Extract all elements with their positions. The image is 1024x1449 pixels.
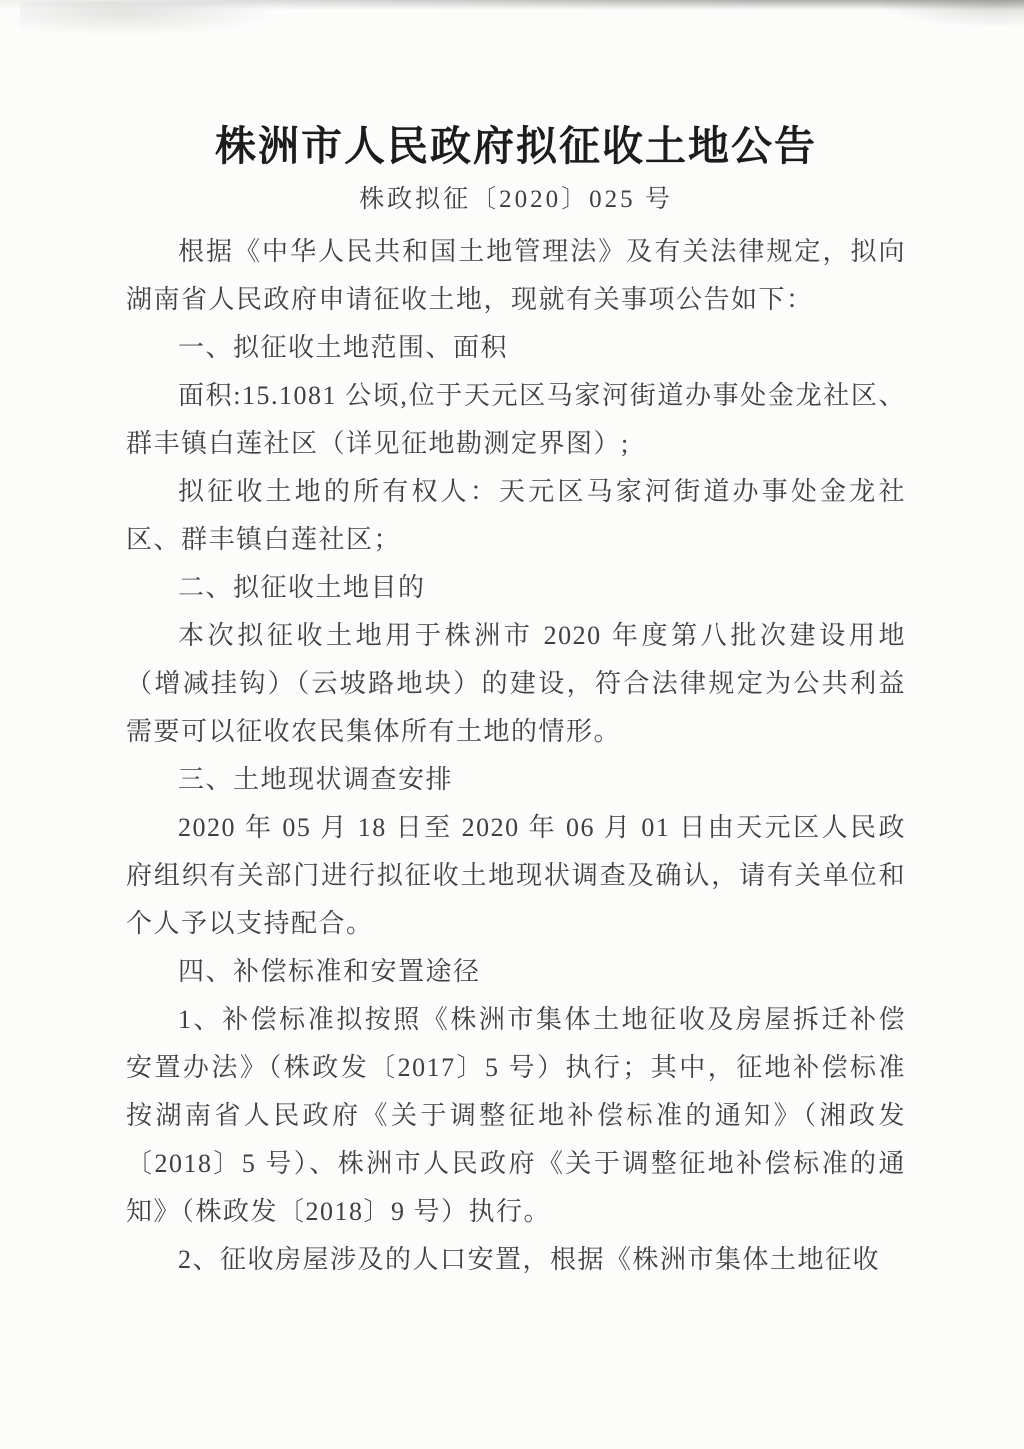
document-content — [126, 0, 906, 1284]
paragraph-7: 三、土地现状调查安排 — [178, 765, 454, 794]
paragraph-1: 根据《中华人民共和国土地管理法》及有关法律规定，拟向湖南省人民政府申请征收土地，现就有关事项公告如下： — [126, 237, 906, 314]
paragraph-6: 本次拟征收土地用于株洲市 2020 年度第八批次建设用地（增减挂钩）（云坡路地块）的建设，符合法律规定为公共利益需要可以征收农民集体所有土地的情形。 — [126, 621, 906, 746]
paragraph-9: 四、补偿标准和安置途径 — [178, 957, 481, 986]
paragraph-10: 1、补偿标准拟按照《株洲市集体土地征收及房屋拆迁补偿安置办法》（株政发〔2017〕5 号）执行；其中，征地补偿标准按湖南省人民政府《关于调整征地补偿标准的通知》（湘政发〔2018〕5 号）、株洲市人民政府《关于调整征地补偿标准的通知》（株政发〔2018〕9 号）执行。 — [126, 1005, 906, 1226]
paragraph-8: 2020 年 05 月 18 日至 2020 年 06 月 01 日由天元区人民政府组织有关部门进行拟征收土地现状调查及确认，请有关单位和个人予以支持配合。 — [126, 813, 906, 938]
paragraph-3: 面积:15.1081 公顷,位于天元区马家河街道办事处金龙社区、群丰镇白莲社区（详见征地勘测定界图）; — [126, 381, 906, 458]
doc-title: 株洲市人民政府拟征收土地公告 — [215, 123, 817, 169]
paragraph-11: 2、征收房屋涉及的人口安置，根据《株洲市集体土地征收 — [178, 1245, 881, 1274]
doc-body — [126, 228, 906, 1284]
doc-number: 株政拟征〔2020〕025 号 — [359, 186, 673, 213]
paragraph-5: 二、拟征收土地目的 — [178, 573, 426, 602]
paragraph-2: 一、拟征收土地范围、面积 — [178, 333, 509, 362]
paragraph-4: 拟征收土地的所有权人：天元区马家河街道办事处金龙社区、群丰镇白莲社区； — [126, 477, 906, 554]
